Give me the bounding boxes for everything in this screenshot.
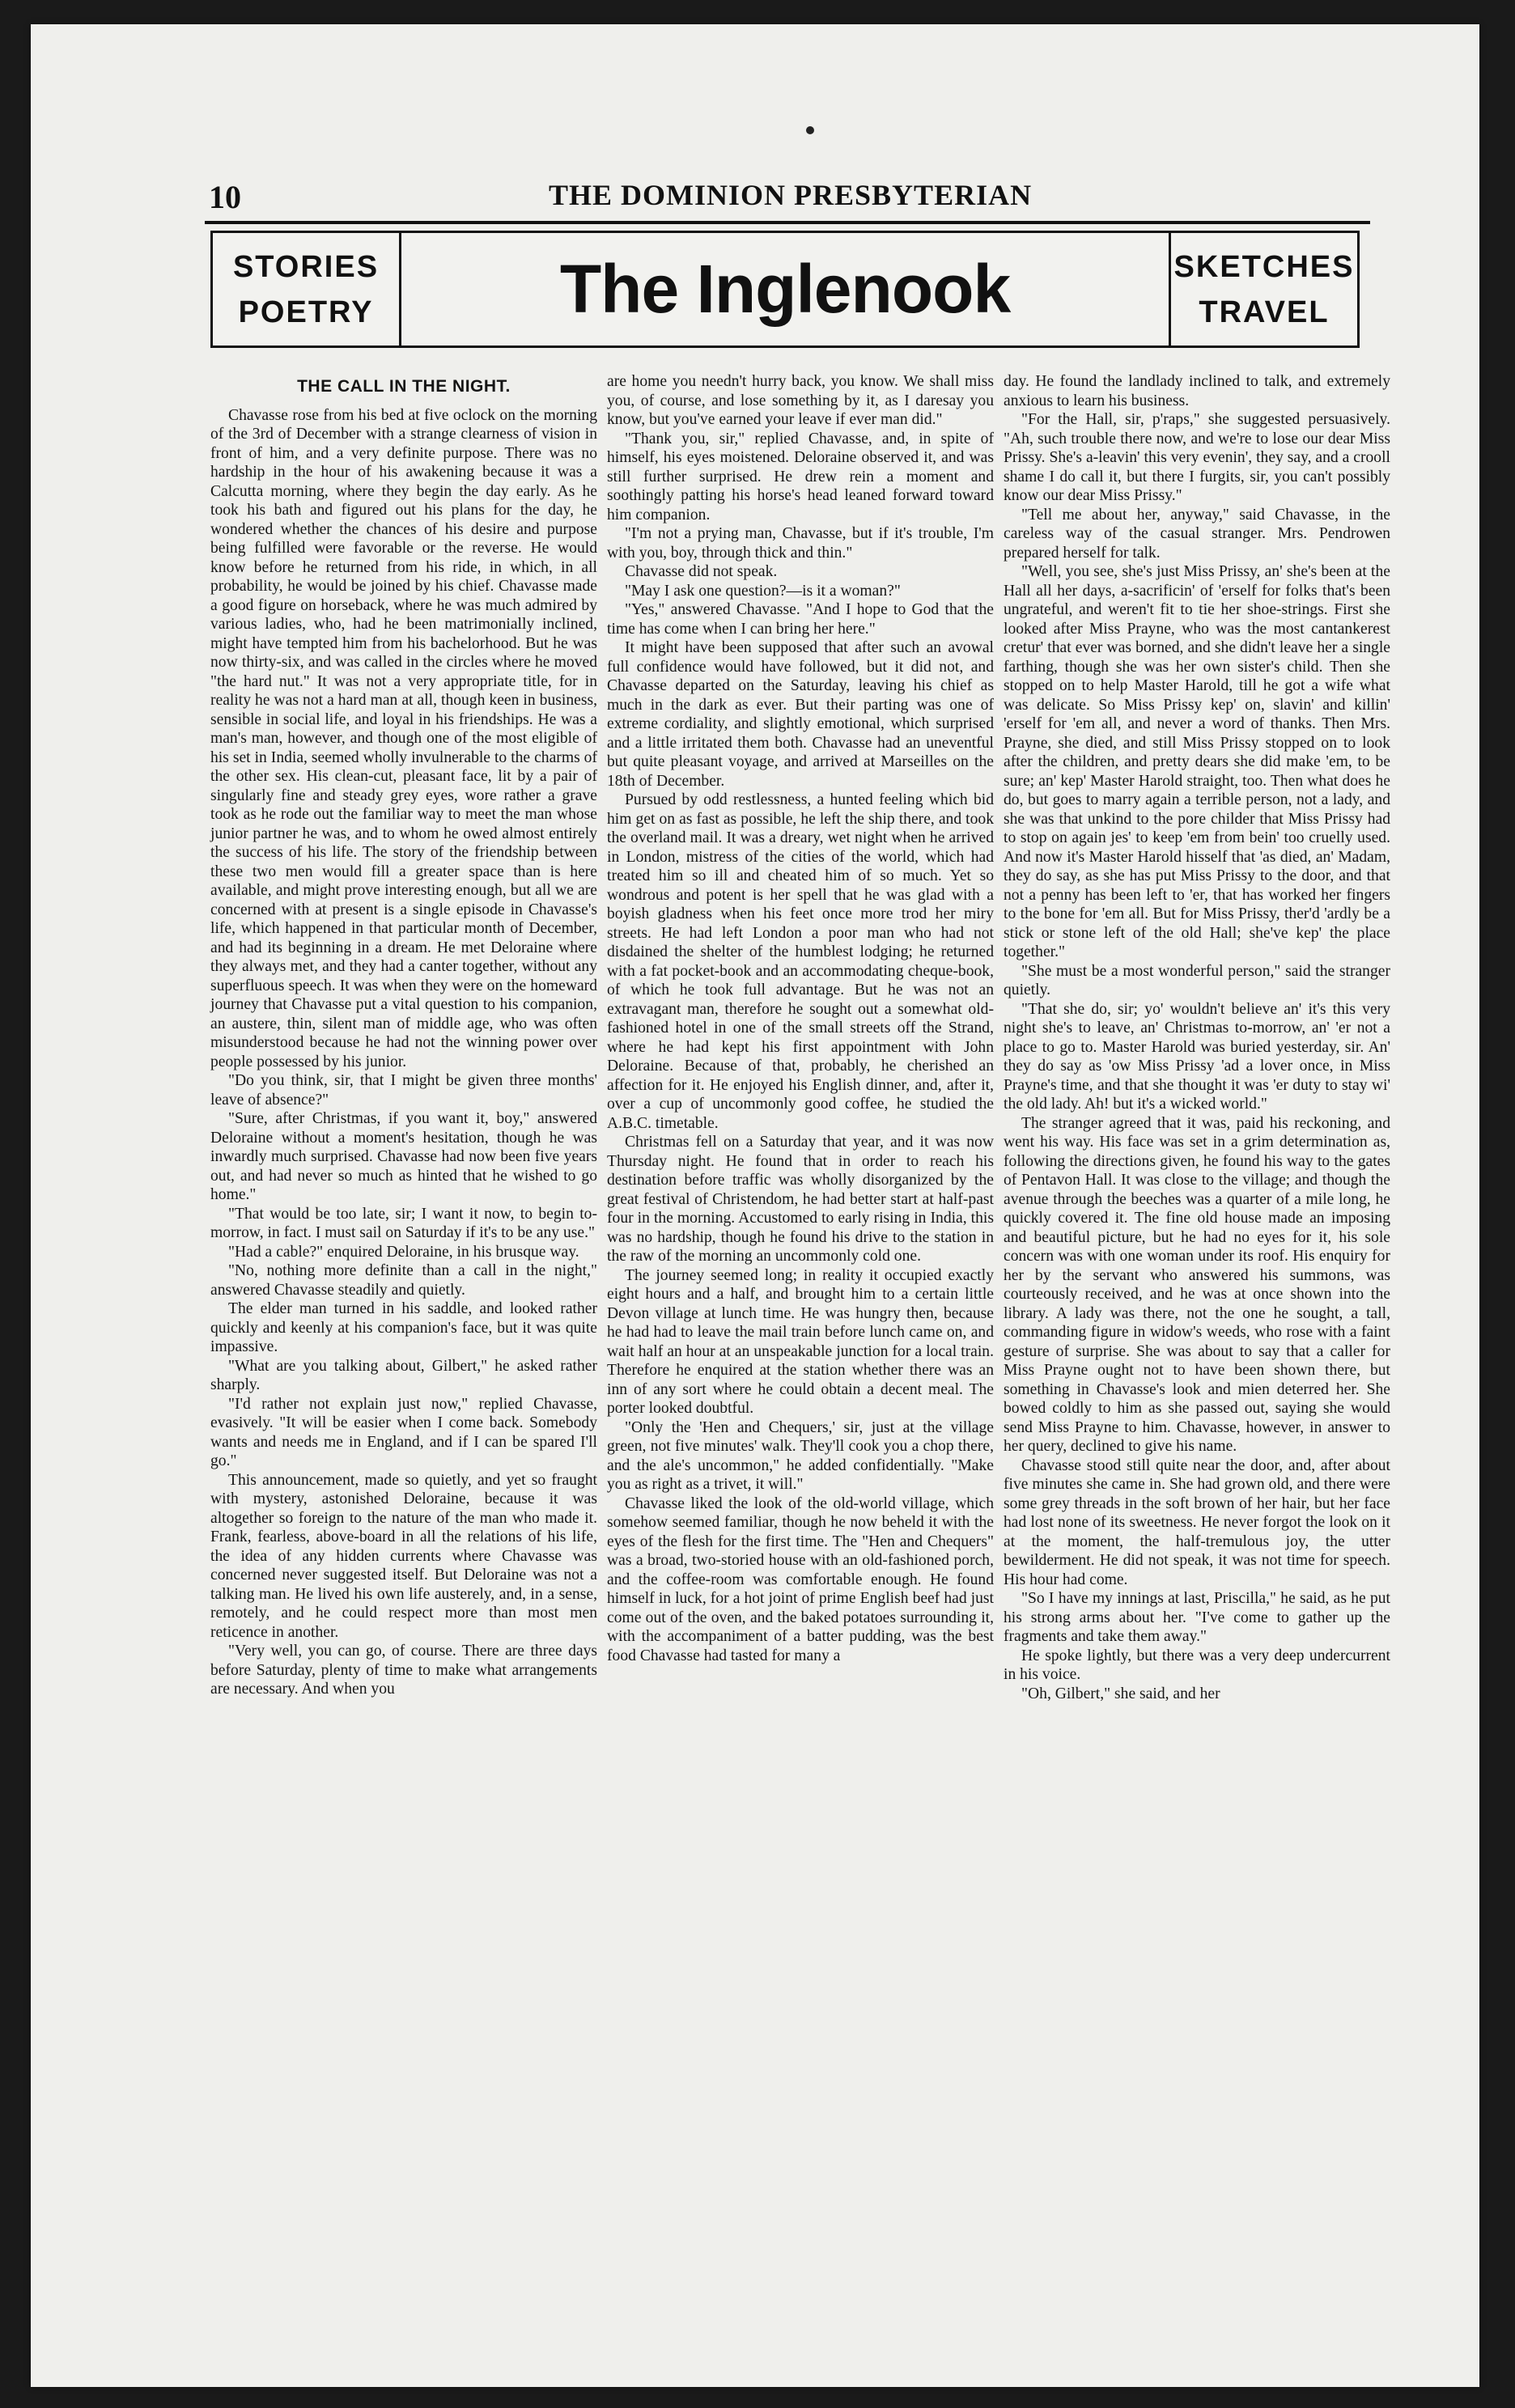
paragraph: "For the Hall, sir, p'raps," she suggested persuasively. "Ah, such trouble there now, and we're to lose our dear Miss Prissy. She's a-leavin' this very evenin', they say, and a crooll shame I do call it, but there I furgits, sir, you can't possibly know our dear Miss Prissy." [1004, 411, 1390, 504]
paragraph: "Do you think, sir, that I might be given three months' leave of absence?" [210, 1072, 597, 1109]
paragraph: "No, nothing more definite than a call in the night," answered Chavasse steadily and quietly. [210, 1262, 597, 1299]
paragraph: are home you needn't hurry back, you know. We shall miss you, of course, and lose something by it, as I daresay you know, but you've earned your leave if ever man did." [607, 373, 994, 428]
paragraph: Chavasse rose from his bed at five oclock on the morning of the 3rd of December with a strange clearness of vision in front of him, and a very definite purpose. There was no hardship in the hour of his awakening because it was a Calcutta morning, where they begin the day early. As he took his bath and figured out his plans for the day, he wondered whether the chances of his desire and purpose being fulfilled were favorable or the reverse. He would know before he returned from his ride, in which, in all probability, he would be joined by his chief. Chavasse made a good figure on horseback, where he was much admired by various ladies, who, had he been matrimonially inclined, might have tempted him from his bachelorhood. But he was now thirty-six, and was called in the circles where he moved "the hard nut." It was not a very appropriate title, for in reality he was not a hard man at all, though keen in business, sensible in social life, and loyal in his friendships. He was a man's man, however, and though one of the most eligible of his set in India, seemed wholly invulnerable to the charms of the other sex. His clean-cut, pleasant face, lit by a pair of singularly fine and steady grey eyes, wore rather a grave took as he rode out the familiar way to meet the man whose junior partner he was, and to whom he owed almost entirely the success of his life. The story of the friendship between these two men would fill a greater space than is here available, and might prove interesting enough, but all we are concerned with at present is a single episode in Chavasse's life, which happened in that particular month of December, and had its beginning in a dream. He met Deloraine where they always met, and they had a canter together, without any superfluous speech. It was when they were on the homeward journey that Chavasse put a vital question to his companion, an austere, thin, silent man of middle age, who was often misunderstood because he had not the winning power over people possessed by his junior. [210, 406, 597, 1070]
banner-right-line-2: TRAVEL [1199, 295, 1330, 329]
banner-right-line-1: SKETCHES [1173, 249, 1355, 284]
paragraph: This announcement, made so quietly, and yet so fraught with mystery, astonished Deloraine, because it was altogether so foreign to the nature of the man who made it. Frank, fearless, above-board in all the relations of his life, the idea of any hidden currents where Chavasse was concerned never suggested itself. But Deloraine was not a talking man. He lived his own life austerely, and, in a sense, remotely, and he could respect more than most men reticence in another. [210, 1471, 597, 1641]
paragraph: "That she do, sir; yo' wouldn't believe an' it's this very night she's to leave, an' Christmas to-morrow, an' 'er not a place to go to. Master Harold was buried yesterday, sir. An' they do say as 'ow Miss Prissy 'ad a lover once, in Miss Prayne's time, and that she thought it was 'er duty to stay wi' the old lady. Ah! but it's a wicked world." [1004, 1000, 1390, 1113]
paragraph: "What are you talking about, Gilbert," he asked rather sharply. [210, 1357, 597, 1393]
ink-dot [806, 126, 814, 134]
paragraph: "So I have my innings at last, Priscilla," he said, as he put his strong arms about her. "I've come to gather up the fragments and take them away." [1004, 1590, 1390, 1645]
text-column-2 [607, 372, 994, 1665]
paragraph: "I'd rather not explain just now," replied Chavasse, evasively. "It will be easier when I come back. Somebody wants and needs me in England, and if I can be spared I'll go." [210, 1395, 597, 1469]
paragraph: The elder man turned in his saddle, and looked rather quickly and keenly at his companion's face, but it was quite impassive. [210, 1300, 597, 1355]
paragraph: "Oh, Gilbert," she said, and her [1021, 1685, 1220, 1702]
paragraph: "Had a cable?" enquired Deloraine, in his brusque way. [228, 1243, 579, 1261]
paragraph: Chavasse stood still quite near the door, and, after about five minutes she came in. She had grown old, and there were some grey threads in the soft brown of her hair, but her face had lost none of its sweetness. He never forgot the look on it at the moment, the half-tremulous joy, the utter bewilderment. He did not speak, it was not time for speech. His hour had come. [1004, 1456, 1390, 1588]
text-column-3 [1004, 372, 1390, 1703]
text-column-1 [210, 372, 597, 1699]
paragraph: Chavasse did not speak. [625, 563, 778, 580]
paragraph: "Yes," answered Chavasse. "And I hope to God that the time has come when I can bring her here." [607, 601, 994, 638]
paragraph: "Tell me about her, anyway," said Chavasse, in the careless way of the casual stranger. Mrs. Pendrowen prepared herself for talk. [1004, 506, 1390, 562]
paragraph: day. He found the landlady inclined to talk, and extremely anxious to learn his business. [1004, 373, 1390, 409]
banner-left-line-1: STORIES [232, 249, 380, 284]
paragraph: The stranger agreed that it was, paid his reckoning, and went his way. His face was set in a grim determination as, following the directions given, he found his way to the gates of Pentavon Hall. It was close to the village; and though the avenue through the beeches was a quarter of a mile long, he quickly covered it. The fine old house made an imposing and beautiful picture, but he had no eyes for it, his sole concern was with one woman under its roof. His enquiry for her by the servant who answered his summons, was courteously received, and he was at once shown into the library. A lady was there, not the one he sought, a tall, commanding figure in widow's weeds, who rose with a faint gesture of surprise. She was about to say that a caller for Miss Prayne ought not to have been shown there, but something in Chavasse's look and mien deterred her. She bowed coldly to him as she passed out, saying she would send Miss Prayne to him. Chavasse, however, in answer to her query, declined to give his name. [1004, 1114, 1390, 1455]
paragraph: "Thank you, sir," replied Chavasse, and, in spite of himself, his eyes moistened. Deloraine observed it, and was still further surprised. He drew rein a moment and soothingly patting his horse's head leaned forward toward him companion. [607, 430, 994, 524]
paragraph: "May I ask one question?—is it a woman?" [625, 582, 901, 600]
paragraph: "Well, you see, she's just Miss Prissy, an' she's been at the Hall all her days, a-sacrificin' of 'erself for folks that's been ungrateful, and weren't fit to tie her shoe-strings. First she looked after Miss Prayne, who was the most cantankerest cretur' that ever was borned, and she didn't leave her a single farthing, though she was her own sister's child. Then she stopped on to help Master Harold, till he got a wife what was delicate. So Miss Prissy kep' on, slavin' and killin' 'erself for 'em all, and never a word of thanks. Then Mrs. Prayne, she died, and still Miss Prissy stopped on to look after the children, and pretty dears she did make 'em, to be sure; an' kep' Master Harold straight, too. Then what does he do, but goes to marry again a terrible person, not a lady, and she was that unkind to the pore childer that Miss Prissy had to stop on again jes' to keep 'em from bein' too cruelly used. And now it's Master Harold hisself that 'as died, an' Madam, they do say, as she has put Miss Prissy to the door, and that not a penny has been left to 'er, that has worked her fingers to the bone for 'em all. But for Miss Prissy, ther'd 'ardly be a stick or stone left of the old Hall; she've kep' the place together." [1004, 563, 1390, 960]
paragraph: "I'm not a prying man, Chavasse, but if it's trouble, I'm with you, boy, through thick and thin." [607, 525, 994, 562]
banner-left [213, 233, 401, 346]
paragraph: "Sure, after Christmas, if you want it, boy," answered Deloraine without a moment's hesitation, though he was inwardly much surprised. Chavasse had now been five years out, and had never so much as hinted that he wished to go home." [210, 1110, 597, 1203]
paragraph: It might have been supposed that after such an avowal full confidence would have followed, but it did not, and Chavasse departed on the Saturday, leaving his chief as much in the dark as ever. But their parting was one of extreme cordiality, and slightly emotional, which surprised and a little irritated them both. Chavasse had an uneventful but quite pleasant voyage, and arrived at Marseilles on the 18th of December. [607, 639, 994, 790]
paragraph: "That would be too late, sir; I want it now, to begin to-morrow, in fact. I must sail on Saturday if it's to be any use." [210, 1205, 597, 1241]
paragraph: "She must be a most wonderful person," said the stranger quietly. [1004, 962, 1390, 998]
section-banner [210, 231, 1360, 348]
paragraph: "Only the 'Hen and Chequers,' sir, just at the village green, not five minutes' walk. They'll cook you a chop there, and the ale's uncommon," he added confidentially. "Make you as right as a trivet, it will." [607, 1418, 994, 1493]
story-title: THE CALL IN THE NIGHT. [297, 377, 511, 396]
paragraph: The journey seemed long; in reality it occupied exactly eight hours and a half, and brought him to a certain little Devon village at lunch time. He was hungry then, because he had had to leave the mail train before lunch came on, and wait half an hour at an unspeakable junction for a local train. Therefore he enquired at the station whether there was an inn of any sort where he could obtain a decent meal. The porter looked doubtful. [607, 1266, 994, 1417]
header-rule [205, 221, 1370, 224]
page-number: 10 [209, 179, 241, 215]
paragraph: Pursued by odd restlessness, a hunted feeling which bid him get on as fast as possible, he left the ship there, and took the overland mail. It was a dreary, wet night when he arrived in London, mistress of the cities of the world, which had treated him so ill and cheated him of so much. Yet so wondrous and potent is her spell that he was glad with a boyish gladness when his feet once more trod her miry streets. He had left London a poor man who had not disdained the shelter of the humblest lodging; he returned with a fat pocket-book and an accommodating cheque-book, of which he took full advantage. But he was not an extravagant man, therefore he sought out a somewhat old-fashioned hotel in one of the small streets off the Strand, where he had kept his first appointment with John Deloraine. Because of that, probably, he cherished an affection for it. He enjoyed his English dinner, and, after it, over a cup of uncommonly good coffee, he studied the A.B.C. timetable. [607, 791, 994, 1132]
banner-right [1169, 233, 1357, 346]
section-title: The Inglenook [559, 251, 1011, 327]
newspaper-page [31, 24, 1479, 2387]
paragraph: Christmas fell on a Saturday that year, and it was now Thursday night. He found that in order to reach his destination before traffic was wholly disorganized by the great festival of Christendom, he had better start at half-past four in the morning. Accustomed to early rising in India, this was no hardship, though he found his drive to the station in the raw of the morning an uncommonly cold one. [607, 1134, 994, 1265]
paragraph: He spoke lightly, but there was a very deep undercurrent in his voice. [1004, 1647, 1390, 1683]
running-head: THE DOMINION PRESBYTERIAN [549, 179, 1033, 211]
banner-left-line-2: POETRY [238, 295, 374, 329]
paragraph: Chavasse liked the look of the old-world village, which somehow seemed familiar, though he now beheld it with the eyes of the flesh for the first time. The "Hen and Chequers" was a broad, two-storied house with an old-fashioned porch, and the coffee-room was comfortable enough. He found himself in luck, for a hot joint of prime English beef had just come out of the oven, and the baked potatoes surrounding it, with the accompaniment of a batter pudding, was the best food Chavasse had tasted for many a [607, 1494, 994, 1664]
paragraph: "Very well, you can go, of course. There are three days before Saturday, plenty of time to make what arrangements are necessary. And when you [210, 1643, 597, 1698]
